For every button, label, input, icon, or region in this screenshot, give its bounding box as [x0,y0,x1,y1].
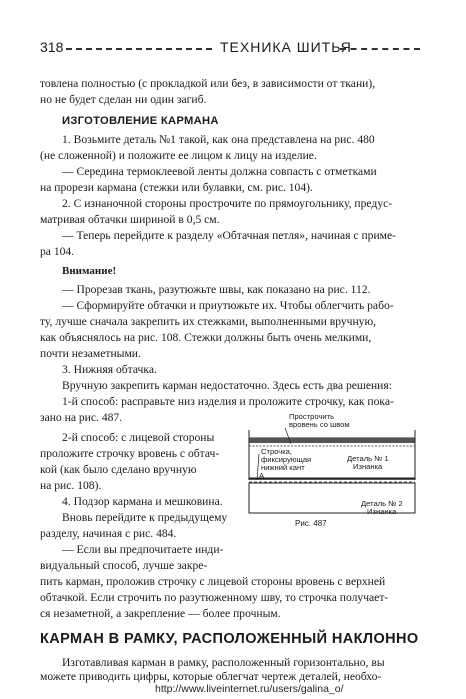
body-line: 2-й способ: с лицевой стороны [62,431,215,444]
body-line: — Если вы предпочитаете инди- [62,543,224,556]
body-line: зано на рис. 487. [40,411,123,424]
attention-heading: Внимание! [62,265,117,277]
body-line: Изготавливая карман в рамку, расположенный горизонтально, вы [62,656,385,669]
body-line: можете приводить цифры, которые облегчат чертеж деталей, необхо- [40,670,382,683]
body-line: почти незаметными. [40,347,141,360]
body-line: ту, лучше сначала закрепить их стежками, выполненными вручную, [40,315,377,328]
body-line: — Сформируйте обтачки и приутюжьте их. Чтобы облегчить рабо- [62,299,394,312]
body-line: — Середина термоклеевой ленты должна совпасть с отметками [62,165,377,178]
body-line: 1-й способ: расправьте низ изделия и проложите строчку, как пока- [62,395,394,408]
body-line: ра 104. [40,245,75,258]
body-line: ся незаметной, а закрепление — более прочным. [40,607,281,620]
body-line: 2. С изнаночной стороны прострочите по прямоугольнику, предус- [62,197,393,210]
label-fixing-stitch-2: фиксирующая [261,455,312,464]
body-line: товлена полностью (с прокладкой или без, в зависимости от ткани), [40,77,376,90]
label-stitch: Прострочить [289,412,335,421]
page-number: 318 [40,39,64,55]
body-line: 4. Подзор кармана и мешковина. [62,495,223,508]
body-line: обтачкой. Если строчить по разутюженному шву, то строчка получает- [40,591,389,604]
body-line: на рис. 108). [40,479,102,492]
body-line: 1. Возьмите деталь №1 такой, как она представлена на рис. 480 [62,133,375,146]
body-line: пить карман, проложив строчку с лицевой стороны вровень с верхней [40,575,386,588]
body-line: — Прорезав ткань, разутюжьте швы, как показано на рис. 112. [62,283,371,296]
body-line: видуальный способ, лучше закре- [40,559,208,572]
section-heading-2: КАРМАН В РАМКУ, РАСПОЛОЖЕННЫЙ НАКЛОННО [40,631,419,647]
label-detail-1-side: Изнанка [353,462,383,471]
body-line: матривая обтачки шириной в 0,5 см. [40,213,220,226]
body-line: 3. Нижняя обтачка. [62,363,157,376]
body-line: — Теперь перейдите к разделу «Обтачная петля», начиная с приме- [62,229,396,242]
label-stitch-2: вровень со швом [289,420,350,429]
body-line: разделу, начиная с рис. 484. [40,527,177,540]
running-header [40,39,420,59]
label-fixing-stitch-3: нижний кант [261,463,305,472]
body-line: Вновь перейдите к предыдущему [62,511,228,524]
source-url-watermark: http://www.liveinternet.ru/users/galina_o/ [155,683,344,695]
header-rule-left [66,48,212,50]
body-line: на прорези кармана (стежки или булавки, см. рис. 104). [40,181,313,194]
label-a: А [259,471,265,480]
header-rule-right [340,48,420,50]
body-line: (не сложенной) и положите ее лицом к лицу на изделие. [40,149,317,162]
body-line: кой (как было сделано вручную [40,463,197,476]
running-title: ТЕХНИКА ШИТЬЯ [220,39,352,55]
figure-487 [245,410,420,533]
body-line: как объяснялось на рис. 108. Стежки должны быть очень мелкими, [40,331,372,344]
section-heading: ИЗГОТОВЛЕНИЕ КАРМАНА [62,115,219,127]
label-detail-2-side: Изнанка [367,507,397,516]
label-detail-2: Деталь № 2 [361,499,403,508]
label-detail-1: Деталь № 1 [347,454,389,463]
body-line: проложите строчку вровень с обтач- [40,447,220,460]
body-line: но не будет сделан ни один загиб. [40,93,207,106]
body-line: Вручную закрепить карман недостаточно. Здесь есть два решения: [62,379,392,392]
figure-caption: Рис. 487 [295,519,327,528]
label-fixing-stitch: Строчка, [261,447,293,456]
